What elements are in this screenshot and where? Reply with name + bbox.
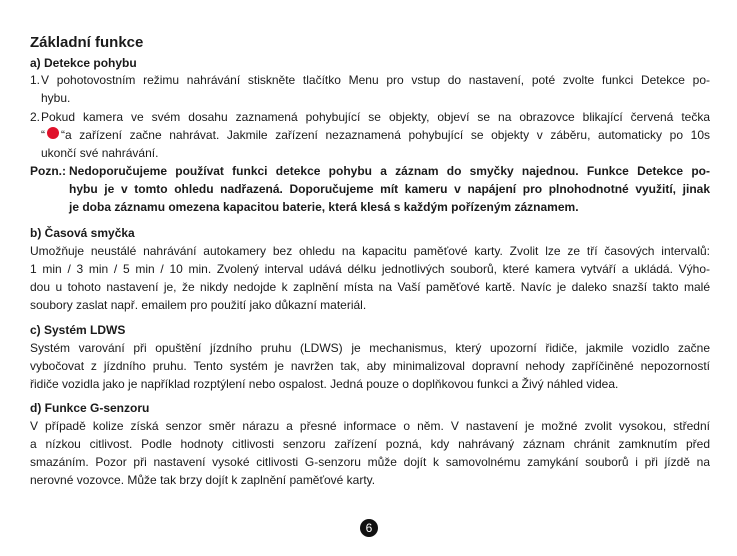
section-c-line: řidiče vozidla jako je například rozptýlení nebo ospalost. Jedná pouze o doplňkovou funkci a Živý náhled videa. xyxy=(30,377,619,391)
item-number: 1. xyxy=(30,73,41,87)
section-b-line: Umožňuje neustálé nahrávání autokamery bez ohledu na kapacitu paměťové karty. Zvolit lze ze tří časových intervalů: xyxy=(30,244,710,258)
section-c-heading: c) Systém LDWS xyxy=(30,323,126,337)
section-a-heading: a) Detekce pohybu xyxy=(30,56,137,70)
note-line: Nedoporučujeme používat funkci detekce pohybu a záznam do smyčky najednou. Funkce Detekce po- xyxy=(69,164,710,178)
note-line: hybu je v tomto ohledu nadřazená. Doporučujeme mít kameru v napájení pro plnohodnotné využití, jinak xyxy=(69,182,710,196)
section-b-line: soubory zaslat např. emailem pro použití jako důkazní materiál. xyxy=(30,298,367,312)
note-label: Pozn.: xyxy=(30,164,66,178)
item2-line: Pokud kamera ve svém dosahu zaznamená pohybující se objekty, objeví se na obrazovce blikající červená tečka xyxy=(41,110,710,124)
page-number: 6 xyxy=(360,519,378,537)
section-d-line: V případě kolize získá senzor směr nárazu a přesné informace o něm. V nastavení je možné zvolit vysokou, střední xyxy=(30,419,710,433)
section-b-heading: b) Časová smyčka xyxy=(30,226,135,240)
section-d-line: nerovné vozovce. Může tak brzy dojít k zaplnění paměťové karty. xyxy=(30,473,376,487)
page-title: Základní funkce xyxy=(30,34,144,51)
section-d-line: smazáním. Pozor při nastavení vysoké citlivosti G-senzoru může dojít k samovolnému zamykání souborů i při jízdě na xyxy=(30,455,710,469)
section-c-line: Systém varování při opuštění jízdního pruhu (LDWS) je mechanismus, který upozorní řidiče, jakmile vozidlo začne xyxy=(30,341,710,355)
item2-line: ukončí své nahrávání. xyxy=(41,146,159,160)
note-line: je doba záznamu omezena kapacitou baterie, která klesá s každým pořízeným záznamem. xyxy=(69,200,579,214)
section-b-line: 1 min / 3 min / 5 min / 10 min. Zvolený interval udává délku jednotlivých souborů, které kamera vytváří a ukládá. Výho- xyxy=(30,262,710,276)
section-d-line: a nízkou citlivost. Podle hodnoty citlivosti senzoru zařízení pozná, kdy nahrávaný záznam chránit zamknutím před xyxy=(30,437,710,451)
section-c-line: vybočovat z jízdního pruhu. Tento systém je navržen tak, aby minimalizoval dopravní nehody zapříčiněné nepozorností xyxy=(30,359,710,373)
item2-line-rest: “a zařízení začne nahrávat. Jakmile zařízení nezaznamená pohybující se objekty v záběru, automaticky po 10s xyxy=(61,128,710,142)
item-number: 2. xyxy=(30,110,41,124)
item2-line xyxy=(41,127,710,143)
section-b-line: dou u tohoto nastavení je, že nikdy nedojde k zaplnění místa na Vaší paměťové kartě. Navíc je daleko snazší takto malé xyxy=(30,280,710,294)
section-d-heading: d) Funkce G-senzoru xyxy=(30,401,150,415)
red-dot-icon xyxy=(47,127,59,139)
item1-line: hybu. xyxy=(41,91,71,105)
open-quote: “ xyxy=(41,128,45,142)
item1-line: V pohotovostním režimu nahrávání stiskněte tlačítko Menu pro vstup do nastavení, poté zvolte funkci Detekce po- xyxy=(41,73,710,87)
